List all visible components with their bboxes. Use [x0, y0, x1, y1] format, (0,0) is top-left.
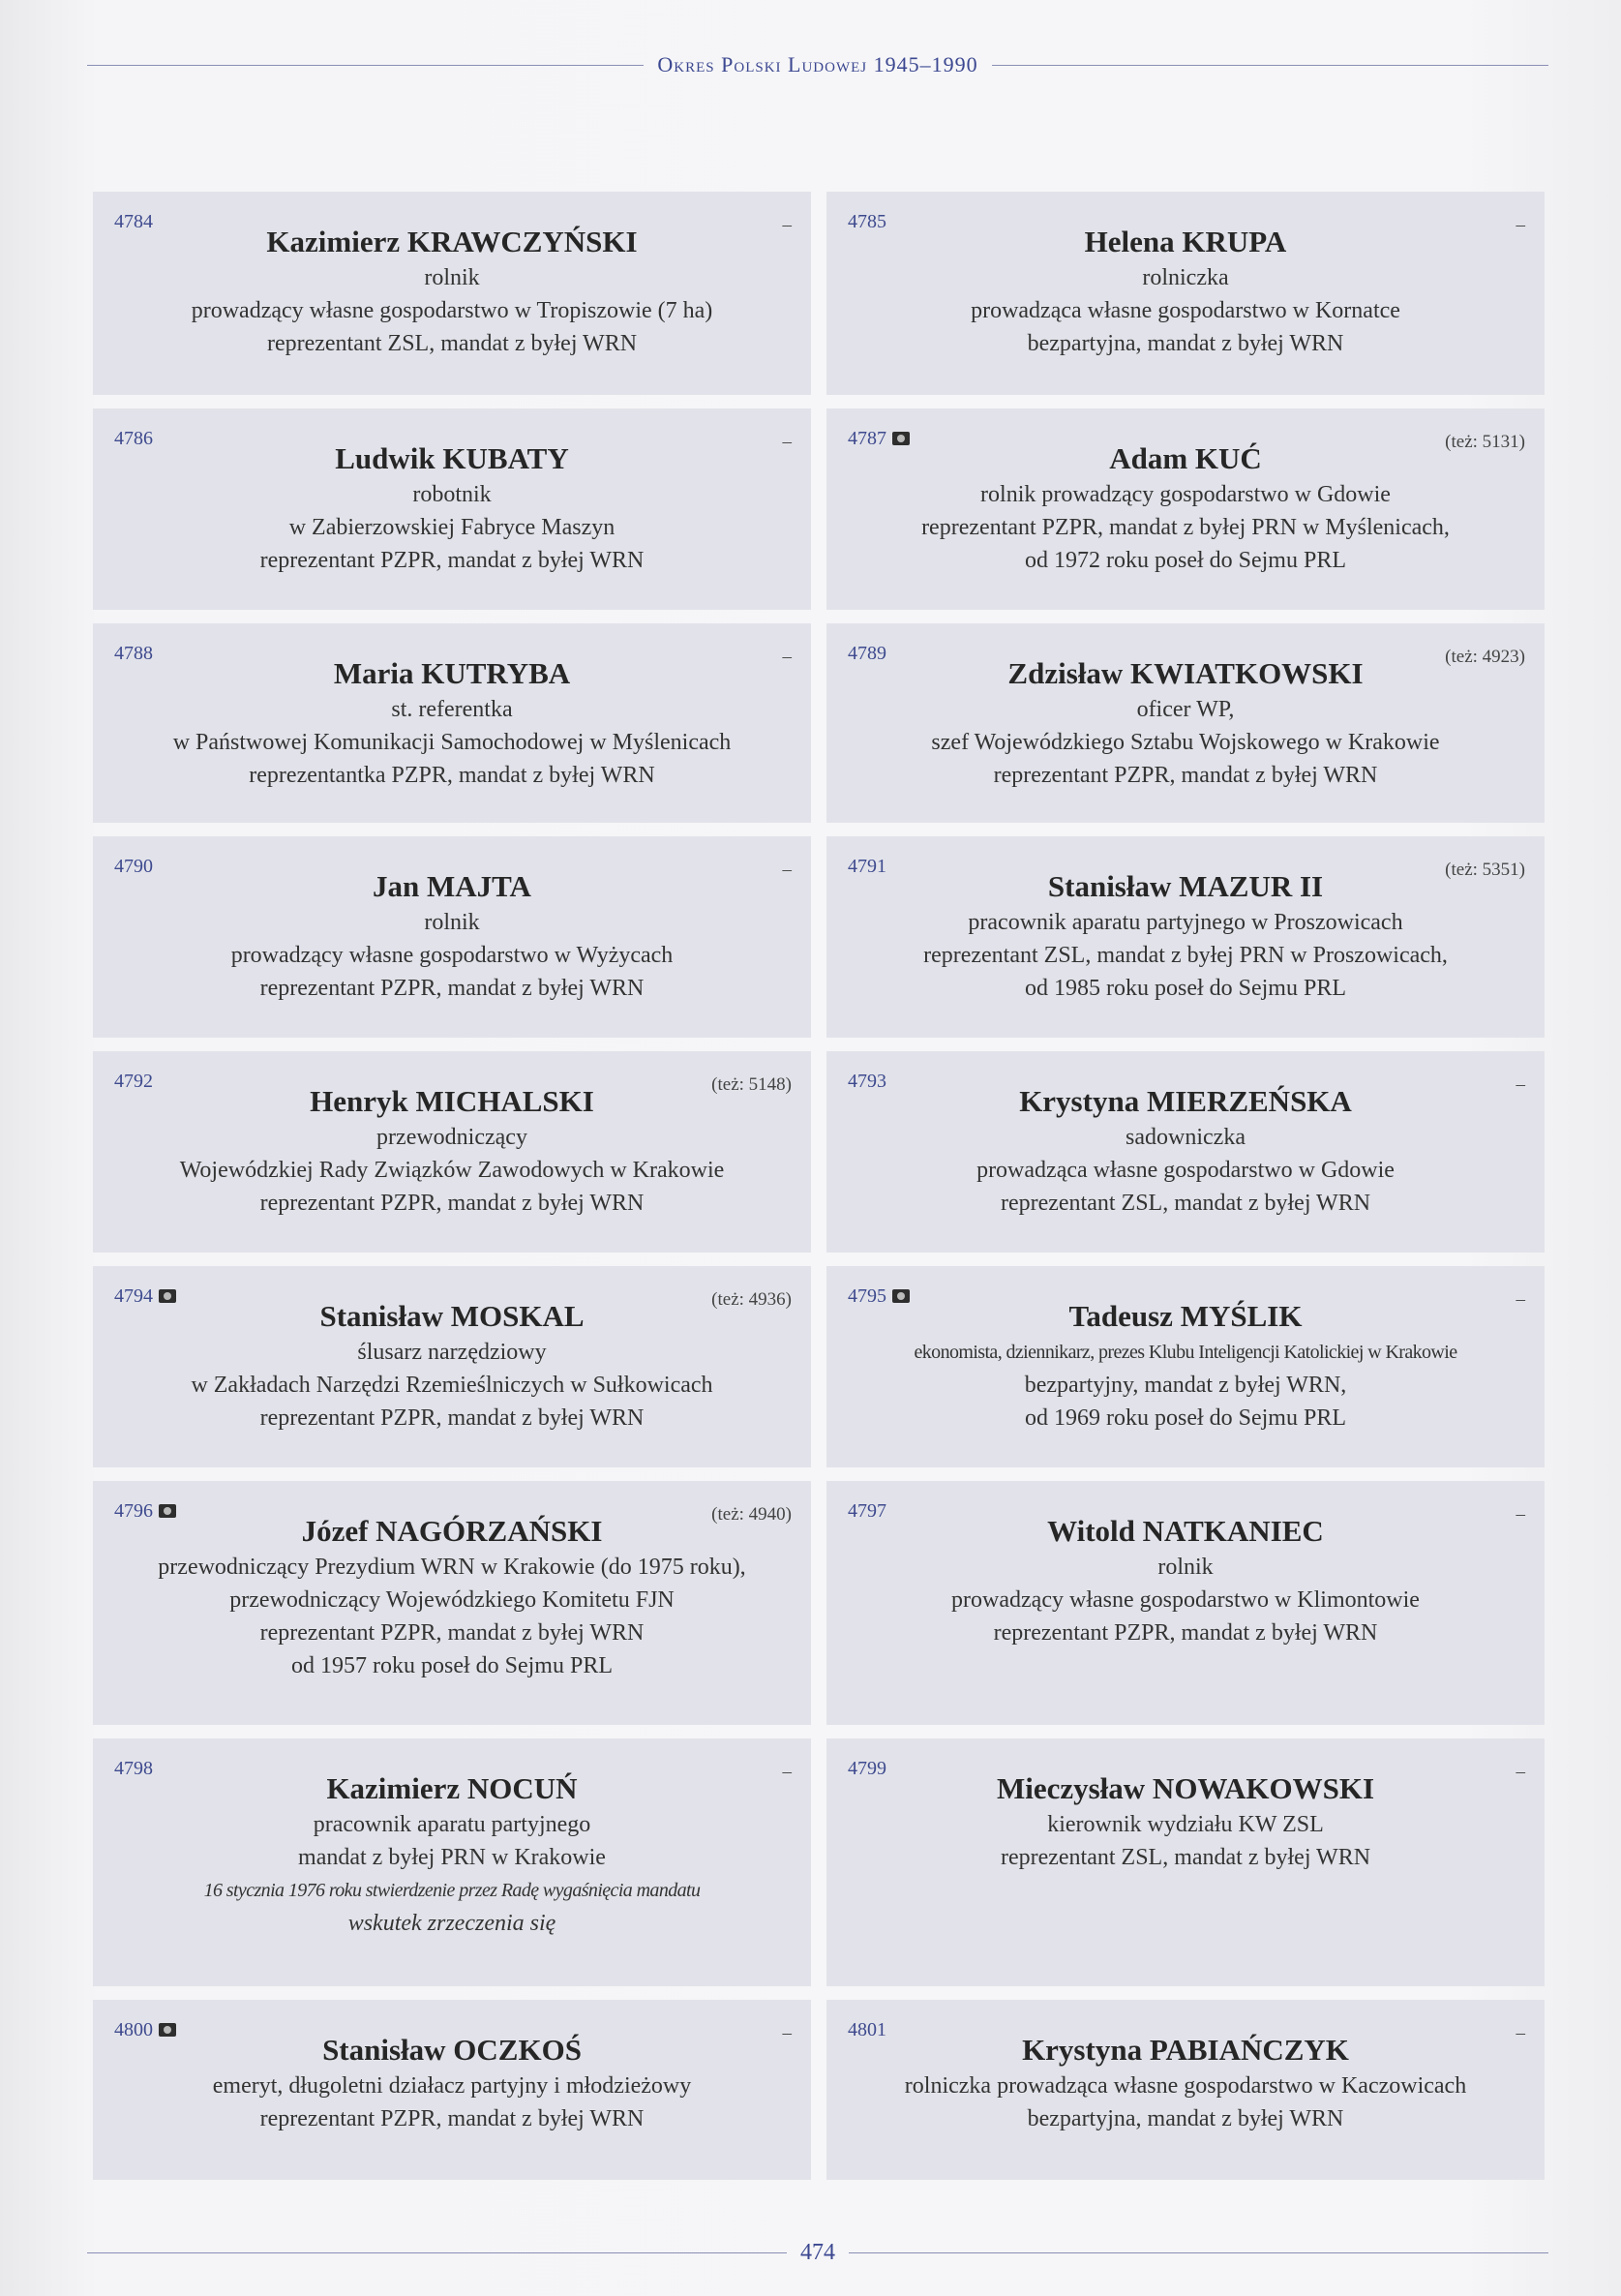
- entry-line: ślusarz narzędziowy: [357, 1340, 547, 1365]
- header-rule-left: [87, 65, 644, 66]
- entry-card: [826, 1481, 1545, 1725]
- entry-line: rolnik: [424, 910, 480, 935]
- entry-name: Ludwik KUBATY: [335, 441, 569, 475]
- entry-number: [848, 1065, 886, 1098]
- entry-line: prowadzący własne gospodarstwo w Tropiszowie (7 ha): [191, 298, 713, 323]
- entry-line: rolniczka prowadząca własne gospodarstwo w Kaczowicach: [904, 2073, 1467, 2099]
- entry-line: Wojewódzkiej Rady Związków Zawodowych w Krakowie: [179, 1158, 725, 1183]
- entry-cross-reference: (też: 5351): [1445, 860, 1525, 880]
- entry-name: Kazimierz KRAWCZYŃSKI: [266, 225, 638, 258]
- entry-card: [93, 1051, 811, 1253]
- entry-number-text: 4790: [114, 856, 153, 877]
- camera-icon: [159, 1289, 176, 1303]
- entry-card: [93, 192, 811, 395]
- entry-card: [93, 836, 811, 1038]
- entry-number: [114, 1495, 176, 1527]
- entry-number: [848, 422, 910, 455]
- footer-rule-left: [87, 2252, 787, 2253]
- entry-line: prowadząca własne gospodarstwo w Kornatce: [971, 298, 1400, 323]
- entry-name: Henryk MICHALSKI: [310, 1084, 594, 1118]
- entry-card: [826, 408, 1545, 610]
- entry-number: [848, 637, 886, 670]
- entry-line: rolnik prowadzący gospodarstwo w Gdowie: [980, 482, 1391, 507]
- entry-line: reprezentant PZPR, mandat z byłej WRN: [259, 2106, 645, 2131]
- entry-number-text: 4789: [848, 643, 886, 664]
- entry-line: rolniczka: [1142, 265, 1229, 290]
- entry-line: od 1969 roku poseł do Sejmu PRL: [1024, 1405, 1346, 1431]
- entry-name: Adam KUĆ: [1109, 441, 1262, 475]
- entry-line: ekonomista, dziennikarz, prezes Klubu Inteligencji Katolickiej w Krakowie: [914, 1342, 1457, 1363]
- entry-cross-reference: –: [1516, 1074, 1525, 1095]
- entry-cross-reference: –: [782, 860, 792, 880]
- entry-line: reprezentant PZPR, mandat z byłej WRN: [259, 1191, 645, 1216]
- entry-number: [114, 205, 153, 238]
- entry-name: Józef NAGÓRZAŃSKI: [301, 1514, 603, 1548]
- entry-cross-reference: –: [1516, 1289, 1525, 1310]
- entry-number: [848, 2013, 886, 2046]
- entry-card: [93, 1266, 811, 1467]
- entry-line: emeryt, długoletni działacz partyjny i młodzieżowy: [212, 2073, 692, 2099]
- entry-number: [848, 850, 886, 883]
- entry-card: [826, 192, 1545, 395]
- entry-card: [826, 1738, 1545, 1986]
- entry-line: bezpartyjna, mandat z byłej WRN: [1027, 331, 1344, 356]
- entry-line: kierownik wydziału KW ZSL: [1047, 1812, 1324, 1837]
- entry-cross-reference: –: [1516, 1504, 1525, 1525]
- entry-cross-reference: –: [782, 215, 792, 235]
- entry-card: [826, 2000, 1545, 2180]
- entry-line: reprezentant PZPR, mandat z byłej WRN: [259, 1405, 645, 1431]
- entry-name: Tadeusz MYŚLIK: [1068, 1299, 1303, 1333]
- entry-name: Jan MAJTA: [373, 869, 531, 903]
- running-header-title: Okres Polski Ludowej 1945–1990: [657, 52, 978, 76]
- entry-number-text: 4798: [114, 1758, 153, 1779]
- entry-line: oficer WP,: [1136, 697, 1235, 722]
- entry-cross-reference: –: [782, 647, 792, 667]
- entry-number-text: 4795: [848, 1285, 886, 1307]
- entry-number-text: 4801: [848, 2019, 886, 2040]
- entry-cross-reference: (też: 5131): [1445, 432, 1525, 452]
- entry-line: reprezentant ZSL, mandat z byłej WRN: [266, 331, 638, 356]
- entry-line: bezpartyjna, mandat z byłej WRN: [1027, 2106, 1344, 2131]
- running-header: [87, 50, 1548, 79]
- entry-line: reprezentant PZPR, mandat z byłej PRN w Myślenicach,: [921, 515, 1450, 540]
- entry-name: Stanisław MOSKAL: [319, 1299, 585, 1333]
- entry-line: szef Wojewódzkiego Sztabu Wojskowego w Krakowie: [931, 730, 1440, 755]
- entry-name: Witold NATKANIEC: [1047, 1514, 1324, 1548]
- entry-cross-reference: –: [782, 1762, 792, 1782]
- entry-number-text: 4787: [848, 428, 886, 449]
- entry-card: [826, 836, 1545, 1038]
- entry-number-text: 4794: [114, 1285, 153, 1307]
- entry-line: prowadzący własne gospodarstwo w Klimontowie: [951, 1587, 1420, 1613]
- entry-number-text: 4785: [848, 211, 886, 232]
- entry-line: reprezentant PZPR, mandat z byłej WRN: [259, 1620, 645, 1646]
- entry-line: reprezentant PZPR, mandat z byłej WRN: [259, 548, 645, 573]
- entry-cross-reference: –: [1516, 2023, 1525, 2043]
- entry-line: w Zakładach Narzędzi Rzemieślniczych w Sułkowicach: [191, 1373, 713, 1398]
- entry-number-text: 4784: [114, 211, 153, 232]
- entry-cross-reference: (też: 4923): [1445, 647, 1525, 667]
- entry-name: Mieczysław NOWAKOWSKI: [996, 1771, 1375, 1805]
- entry-number: [114, 1065, 153, 1098]
- entry-line: w Zabierzowskiej Fabryce Maszyn: [288, 515, 615, 540]
- entry-name: Kazimierz NOCUŃ: [326, 1771, 578, 1805]
- entry-line: od 1972 roku poseł do Sejmu PRL: [1024, 548, 1346, 573]
- entry-line: od 1985 roku poseł do Sejmu PRL: [1024, 976, 1346, 1001]
- entry-number: [114, 2013, 176, 2046]
- entry-number-text: 4792: [114, 1071, 153, 1092]
- entry-line: rolnik: [1157, 1555, 1214, 1580]
- entry-cross-reference: –: [1516, 1762, 1525, 1782]
- entry-card: [93, 408, 811, 610]
- entries-grid: [93, 192, 1545, 2193]
- entry-number-text: 4791: [848, 856, 886, 877]
- entry-line: reprezentant ZSL, mandat z byłej WRN: [1000, 1191, 1371, 1216]
- entry-line: przewodniczący Prezydium WRN w Krakowie (do 1975 roku),: [158, 1555, 746, 1580]
- entry-line: 16 stycznia 1976 roku stwierdzenie przez Radę wygaśnięcia mandatu: [203, 1880, 701, 1901]
- entry-number: [848, 1752, 886, 1785]
- entry-number: [114, 850, 153, 883]
- entry-name: Maria KUTRYBA: [333, 656, 571, 690]
- entry-card: [826, 1051, 1545, 1253]
- entry-card: [93, 2000, 811, 2180]
- entry-name: Helena KRUPA: [1084, 225, 1287, 258]
- entry-number-text: 4797: [848, 1500, 886, 1522]
- entry-line: reprezentantka PZPR, mandat z byłej WRN: [249, 763, 655, 788]
- entry-line: prowadzący własne gospodarstwo w Wyżycach: [230, 943, 674, 968]
- entry-name: Zdzisław KWIATKOWSKI: [1007, 656, 1364, 690]
- entry-line: mandat z byłej PRN w Krakowie: [298, 1845, 606, 1870]
- entry-number: [114, 637, 153, 670]
- entry-line: bezpartyjny, mandat z byłej WRN,: [1024, 1373, 1347, 1398]
- entry-card: [826, 1266, 1545, 1467]
- entry-line: wskutek zrzeczenia się: [347, 1911, 556, 1936]
- entry-number: [114, 1280, 176, 1313]
- entry-cross-reference: –: [1516, 215, 1525, 235]
- camera-icon: [159, 2023, 176, 2037]
- entry-cross-reference: –: [782, 432, 792, 452]
- page-number: 474: [800, 2239, 835, 2265]
- camera-icon: [892, 432, 910, 445]
- entry-name: Krystyna PABIAŃCZYK: [1022, 2033, 1349, 2067]
- entry-cross-reference: –: [782, 2023, 792, 2043]
- entry-number-text: 4799: [848, 1758, 886, 1779]
- entry-name: Stanisław OCZKOŚ: [322, 2033, 582, 2067]
- entry-line: reprezentant PZPR, mandat z byłej WRN: [259, 976, 645, 1001]
- entry-card: [93, 623, 811, 823]
- footer-rule-right: [849, 2252, 1548, 2253]
- entry-line: od 1957 roku poseł do Sejmu PRL: [290, 1653, 613, 1678]
- entry-number: [114, 422, 153, 455]
- entry-name: Stanisław MAZUR II: [1047, 869, 1324, 903]
- entry-cross-reference: (też: 5148): [711, 1074, 792, 1095]
- page-footer: [87, 2238, 1548, 2267]
- entry-number-text: 4793: [848, 1071, 886, 1092]
- entry-line: pracownik aparatu partyjnego w Proszowicach: [968, 910, 1403, 935]
- camera-icon: [159, 1504, 176, 1518]
- entry-card: [93, 1738, 811, 1986]
- camera-icon: [892, 1289, 910, 1303]
- entry-line: przewodniczący Wojewódzkiego Komitetu FJN: [229, 1587, 675, 1613]
- entry-line: sadowniczka: [1126, 1125, 1246, 1150]
- entry-line: rolnik: [424, 265, 480, 290]
- entry-number: [848, 1280, 910, 1313]
- header-rule-right: [992, 65, 1548, 66]
- entry-number-text: 4788: [114, 643, 153, 664]
- entry-card: [93, 1481, 811, 1725]
- entry-cross-reference: (też: 4940): [711, 1504, 792, 1525]
- entry-line: robotnik: [412, 482, 492, 507]
- entry-number: [848, 205, 886, 238]
- entry-line: przewodniczący: [376, 1125, 527, 1150]
- entry-number-text: 4786: [114, 428, 153, 449]
- entry-number: [848, 1495, 886, 1527]
- entry-line: reprezentant PZPR, mandat z byłej WRN: [993, 1620, 1378, 1646]
- entry-line: w Państwowej Komunikacji Samochodowej w Myślenicach: [172, 730, 732, 755]
- entry-line: pracownik aparatu partyjnego: [313, 1812, 591, 1837]
- entry-number: [114, 1752, 153, 1785]
- entry-line: reprezentant ZSL, mandat z byłej PRN w Proszowicach,: [923, 943, 1448, 968]
- entry-line: reprezentant ZSL, mandat z byłej WRN: [1000, 1845, 1371, 1870]
- entry-line: prowadząca własne gospodarstwo w Gdowie: [976, 1158, 1395, 1183]
- entry-line: reprezentant PZPR, mandat z byłej WRN: [993, 763, 1378, 788]
- entry-name: Krystyna MIERZEŃSKA: [1019, 1084, 1352, 1118]
- entry-line: st. referentka: [391, 697, 513, 722]
- entry-cross-reference: (też: 4936): [711, 1289, 792, 1310]
- entry-number-text: 4800: [114, 2019, 153, 2040]
- entry-card: [826, 623, 1545, 823]
- entry-number-text: 4796: [114, 1500, 153, 1522]
